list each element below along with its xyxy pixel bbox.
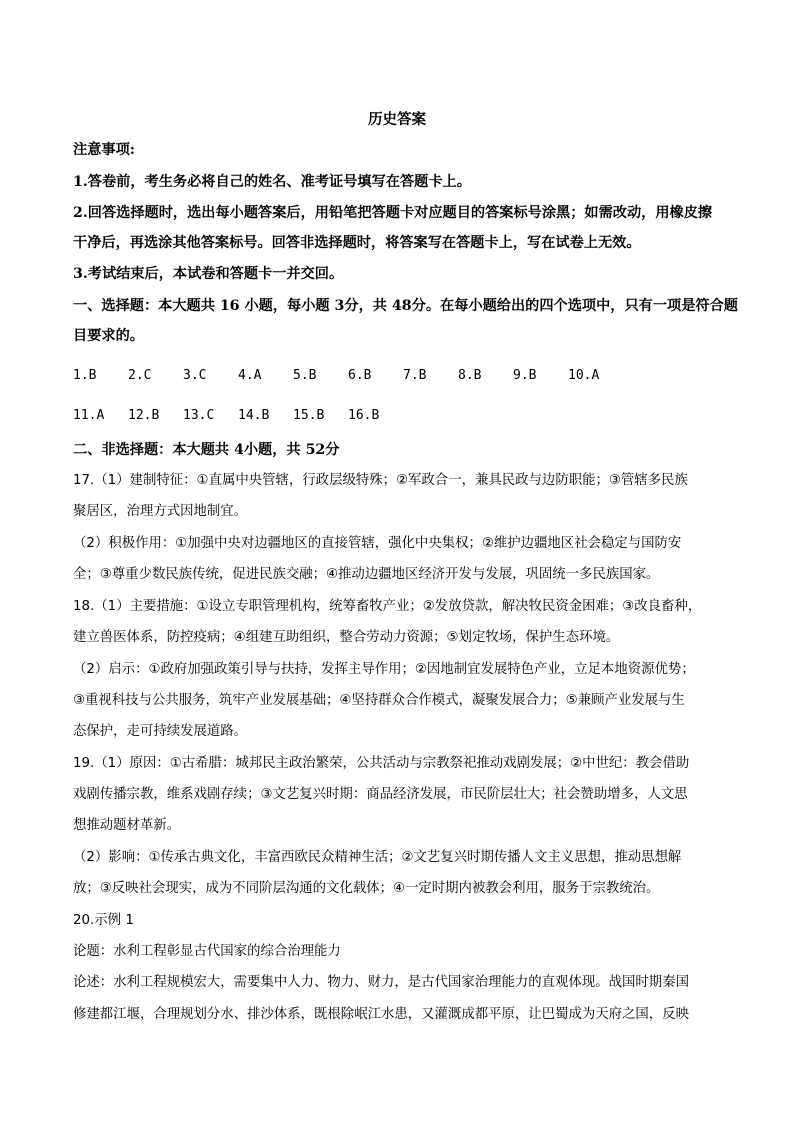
notice-heading: 注意事项: [73,142,135,158]
answer-item: 1.B [73,368,97,383]
answer-item: 15.B [293,408,325,423]
q18-line: 态保护，走可持续发展道路。 [73,724,248,739]
answer-item: 4.A [238,368,262,383]
q19-line: 放；③反映社会现实，成为不同阶层沟通的文化载体；④一定时期内被教会利用，服务于宗教统治。 [73,881,660,896]
answer-row-2 [73,406,403,426]
q19-line: 想推动题材革新。 [73,818,181,833]
page-title: 历史答案 [368,111,426,128]
notice-item-2-cont: 干净后，再选涂其他答案标号。回答非选择题时，将答案写在答题卡上，写在试卷上无效。 [73,235,641,251]
answer-item: 11.A [73,408,105,423]
answer-item: 13.C [183,408,215,423]
answer-item: 7.B [403,368,427,383]
answer-item: 2.C [128,368,152,383]
q17-line: （2）积极作用：①加强中央对边疆地区的直接管辖，强化中央集权；②维护边疆地区社会稳定与国防安 [73,536,682,551]
q19-line: 19.（1）原因：①古希腊：城邦民主政治繁荣，公共活动与宗教祭祀推动戏剧发展；②中世纪：教会借助 [73,756,690,771]
answer-item: 3.C [183,368,207,383]
q20-line: 论题：水利工程彰显古代国家的综合治理能力 [73,944,341,959]
section1-heading-cont: 目要求的。 [73,328,144,344]
q19-line: 戏剧传播宗教，维系戏剧存续；③文艺复兴时期：商品经济发展，市民阶层壮大；社会赞助增多，人文思 [73,787,688,802]
q17-line: 全；③尊重少数民族传统，促进民族交融；④推动边疆地区经济开发与发展，巩固统一多民族国家。 [73,567,660,582]
section2-heading: 二、非选择题：本大题共 4小题，共 52分 [73,442,340,458]
answer-item: 8.B [458,368,482,383]
answer-item: 6.B [348,368,372,383]
q19-line: （2）影响：①传承古典文化，丰富西欧民众精神生活；②文艺复兴时期传播人文主义思想，推动思想解 [73,850,682,865]
answer-item: 14.B [238,408,270,423]
q18-line: 18.（1）主要措施：①设立专职管理机构，统筹畜牧产业；②发放贷款，解决牧民资金困难；③改良畜种， [73,599,702,614]
answer-item: 16.B [348,408,380,423]
q20-line: 修建都江堰，合理规划分水、排沙体系，既根除岷江水患，又灌溉成都平原，让巴蜀成为天府之国，反映 [73,1007,689,1022]
notice-item-1: 1.答卷前，考生务必将自己的姓名、准考证号填写在答题卡上。 [73,174,471,190]
notice-item-3: 3.考试结束后，本试卷和答题卡一并交回。 [73,266,344,282]
q20-line: 论述：水利工程规模宏大，需要集中人力、物力、财力，是古代国家治理能力的直观体现。战国时期秦国 [73,975,689,990]
answer-row-1 [73,366,623,386]
notice-item-2: 2.回答选择题时，选出每小题答案后，用铅笔把答题卡对应题目的答案标号涂黑；如需改动，用橡皮擦 [73,205,713,221]
q18-line: ③重视科技与公共服务，筑牢产业发展基础；④坚持群众合作模式，凝聚发展合力；⑤兼顾产业发展与生 [73,693,685,708]
answer-item: 5.B [293,368,317,383]
q18-line: （2）启示：①政府加强政策引导与扶持，发挥主导作用；②因地制宜发展特色产业，立足本地资源优势； [73,662,695,677]
q20-line: 20.示例 1 [73,913,134,928]
q17-line: 聚居区，治理方式因地制宜。 [73,504,248,519]
q17-line: 17.（1）建制特征：①直属中央管辖，行政层级特殊；②军政合一，兼具民政与边防职能；③管辖多民族 [73,473,688,488]
answer-item: 9.B [513,368,537,383]
q18-line: 建立兽医体系，防控疫病；④组建互助组织，整合劳动力资源；⑤划定牧场，保护生态环境。 [73,630,620,645]
answer-item: 12.B [128,408,160,423]
section1-heading: 一、选择题：本大题共 16 小题，每小题 3分，共 48分。在每小题给出的四个选项中，只有一项是符合题 [73,298,738,314]
answer-item: 10.A [568,368,600,383]
